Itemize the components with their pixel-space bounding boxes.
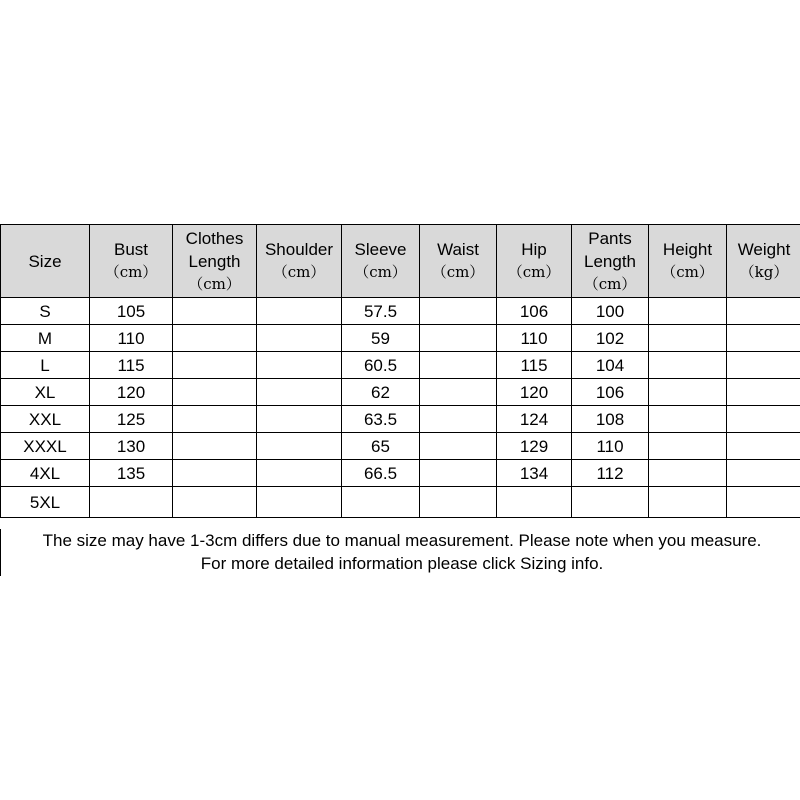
- measurement-cell: 115: [497, 352, 572, 379]
- measurement-cell: [649, 325, 727, 352]
- measurement-cell: 120: [90, 379, 173, 406]
- measurement-cell: [727, 406, 800, 433]
- measurement-cell: 112: [572, 460, 649, 487]
- measurement-cell: [173, 487, 257, 518]
- measurement-cell: 130: [90, 433, 173, 460]
- column-header-sleeve: [342, 225, 420, 298]
- measurement-cell: [173, 352, 257, 379]
- note-line-2: For more detailed information please click Sizing info.: [200, 554, 604, 573]
- table-header: [1, 225, 800, 298]
- measurement-cell: 59: [342, 325, 420, 352]
- measurement-cell: 106: [497, 298, 572, 325]
- measurement-cell: [420, 460, 497, 487]
- column-name: Weight: [737, 240, 791, 259]
- measurement-cell: 110: [572, 433, 649, 460]
- measurement-cell: [649, 298, 727, 325]
- measurement-cell: [257, 460, 342, 487]
- measurement-cell: [727, 325, 800, 352]
- table-row: [1, 406, 800, 433]
- measurement-cell: [649, 433, 727, 460]
- column-header-bust: [90, 225, 173, 298]
- measurement-cell: [727, 352, 800, 379]
- measurement-cell: [649, 406, 727, 433]
- column-unit: （kg）: [739, 263, 789, 281]
- column-header-waist: [420, 225, 497, 298]
- measurement-cell: [173, 460, 257, 487]
- measurement-cell: [420, 433, 497, 460]
- measurement-cell: 57.5: [342, 298, 420, 325]
- measurement-cell: [173, 325, 257, 352]
- note-line-1: The size may have 1-3cm differs due to manual measurement. Please note when you measure.: [42, 531, 762, 550]
- measurement-cell: [257, 352, 342, 379]
- table-row: [1, 325, 800, 352]
- table-row: [1, 352, 800, 379]
- table-row: [1, 487, 800, 518]
- column-name: Clothes: [185, 228, 244, 248]
- size-chart: [0, 224, 800, 518]
- column-name: Length: [584, 251, 636, 271]
- size-cell: S: [1, 298, 90, 325]
- measurement-cell: 105: [90, 298, 173, 325]
- column-name: Pants: [588, 228, 632, 248]
- measurement-cell: [257, 433, 342, 460]
- measurement-cell: [727, 379, 800, 406]
- column-unit: （cm）: [104, 263, 158, 281]
- measurement-cell: [649, 352, 727, 379]
- measurement-cell: [257, 325, 342, 352]
- measurement-cell: [420, 406, 497, 433]
- column-name: Length: [188, 251, 241, 271]
- size-cell: XXXL: [1, 433, 90, 460]
- column-header-height: [649, 225, 727, 298]
- column-header-weight: [727, 225, 800, 298]
- table-row: [1, 379, 800, 406]
- table-row: [1, 433, 800, 460]
- measurement-note: [0, 529, 800, 575]
- measurement-cell: 110: [497, 325, 572, 352]
- measurement-cell: [727, 460, 800, 487]
- measurement-cell: [342, 487, 420, 518]
- measurement-cell: 129: [497, 433, 572, 460]
- measurement-cell: [420, 352, 497, 379]
- measurement-cell: [572, 487, 649, 518]
- measurement-cell: [90, 487, 173, 518]
- measurement-cell: [173, 298, 257, 325]
- column-name: Bust: [113, 240, 149, 259]
- column-name: Hip: [521, 240, 547, 259]
- measurement-cell: 63.5: [342, 406, 420, 433]
- measurement-cell: 106: [572, 379, 649, 406]
- measurement-cell: 60.5: [342, 352, 420, 379]
- measurement-cell: 110: [90, 325, 173, 352]
- measurement-cell: [173, 406, 257, 433]
- column-header-hip: [497, 225, 572, 298]
- header-row: [1, 225, 800, 298]
- measurement-cell: 135: [90, 460, 173, 487]
- column-name: Waist: [437, 240, 479, 259]
- size-cell: 5XL: [1, 487, 90, 518]
- column-name: Sleeve: [354, 240, 407, 259]
- size-chart-table: [0, 224, 800, 518]
- measurement-cell: [420, 325, 497, 352]
- column-header-pants-length: [572, 225, 649, 298]
- measurement-cell: 66.5: [342, 460, 420, 487]
- measurement-cell: [173, 379, 257, 406]
- column-header-shoulder: [257, 225, 342, 298]
- column-unit: （cm）: [583, 274, 637, 293]
- measurement-cell: 104: [572, 352, 649, 379]
- table-row: [1, 460, 800, 487]
- measurement-cell: [173, 433, 257, 460]
- table-body: [1, 298, 800, 518]
- measurement-cell: 120: [497, 379, 572, 406]
- measurement-cell: [257, 487, 342, 518]
- column-name: Height: [662, 240, 713, 259]
- measurement-cell: [727, 298, 800, 325]
- measurement-cell: [420, 379, 497, 406]
- measurement-cell: [257, 406, 342, 433]
- measurement-cell: 100: [572, 298, 649, 325]
- measurement-cell: [649, 379, 727, 406]
- measurement-cell: 125: [90, 406, 173, 433]
- measurement-cell: [257, 379, 342, 406]
- column-name: Shoulder: [264, 240, 334, 259]
- column-unit: （cm）: [272, 263, 326, 281]
- column-header-size: [1, 225, 90, 298]
- measurement-cell: [420, 298, 497, 325]
- measurement-cell: 62: [342, 379, 420, 406]
- size-cell: 4XL: [1, 460, 90, 487]
- measurement-cell: [257, 298, 342, 325]
- measurement-cell: 108: [572, 406, 649, 433]
- measurement-cell: [649, 460, 727, 487]
- measurement-cell: 124: [497, 406, 572, 433]
- size-cell: L: [1, 352, 90, 379]
- column-unit: （cm）: [507, 263, 561, 281]
- column-name: Size: [28, 251, 62, 271]
- table-row: [1, 298, 800, 325]
- measurement-cell: [727, 487, 800, 518]
- measurement-cell: [420, 487, 497, 518]
- measurement-cell: 115: [90, 352, 173, 379]
- size-cell: XXL: [1, 406, 90, 433]
- column-unit: （cm）: [188, 274, 241, 293]
- column-unit: （cm）: [354, 263, 407, 281]
- size-cell: XL: [1, 379, 90, 406]
- measurement-cell: [649, 487, 727, 518]
- measurement-cell: [727, 433, 800, 460]
- measurement-cell: 134: [497, 460, 572, 487]
- column-unit: （cm）: [661, 263, 714, 281]
- measurement-cell: [497, 487, 572, 518]
- size-cell: M: [1, 325, 90, 352]
- column-unit: （cm）: [431, 263, 485, 281]
- column-header-clothes-length: [173, 225, 257, 298]
- measurement-cell: 102: [572, 325, 649, 352]
- measurement-cell: 65: [342, 433, 420, 460]
